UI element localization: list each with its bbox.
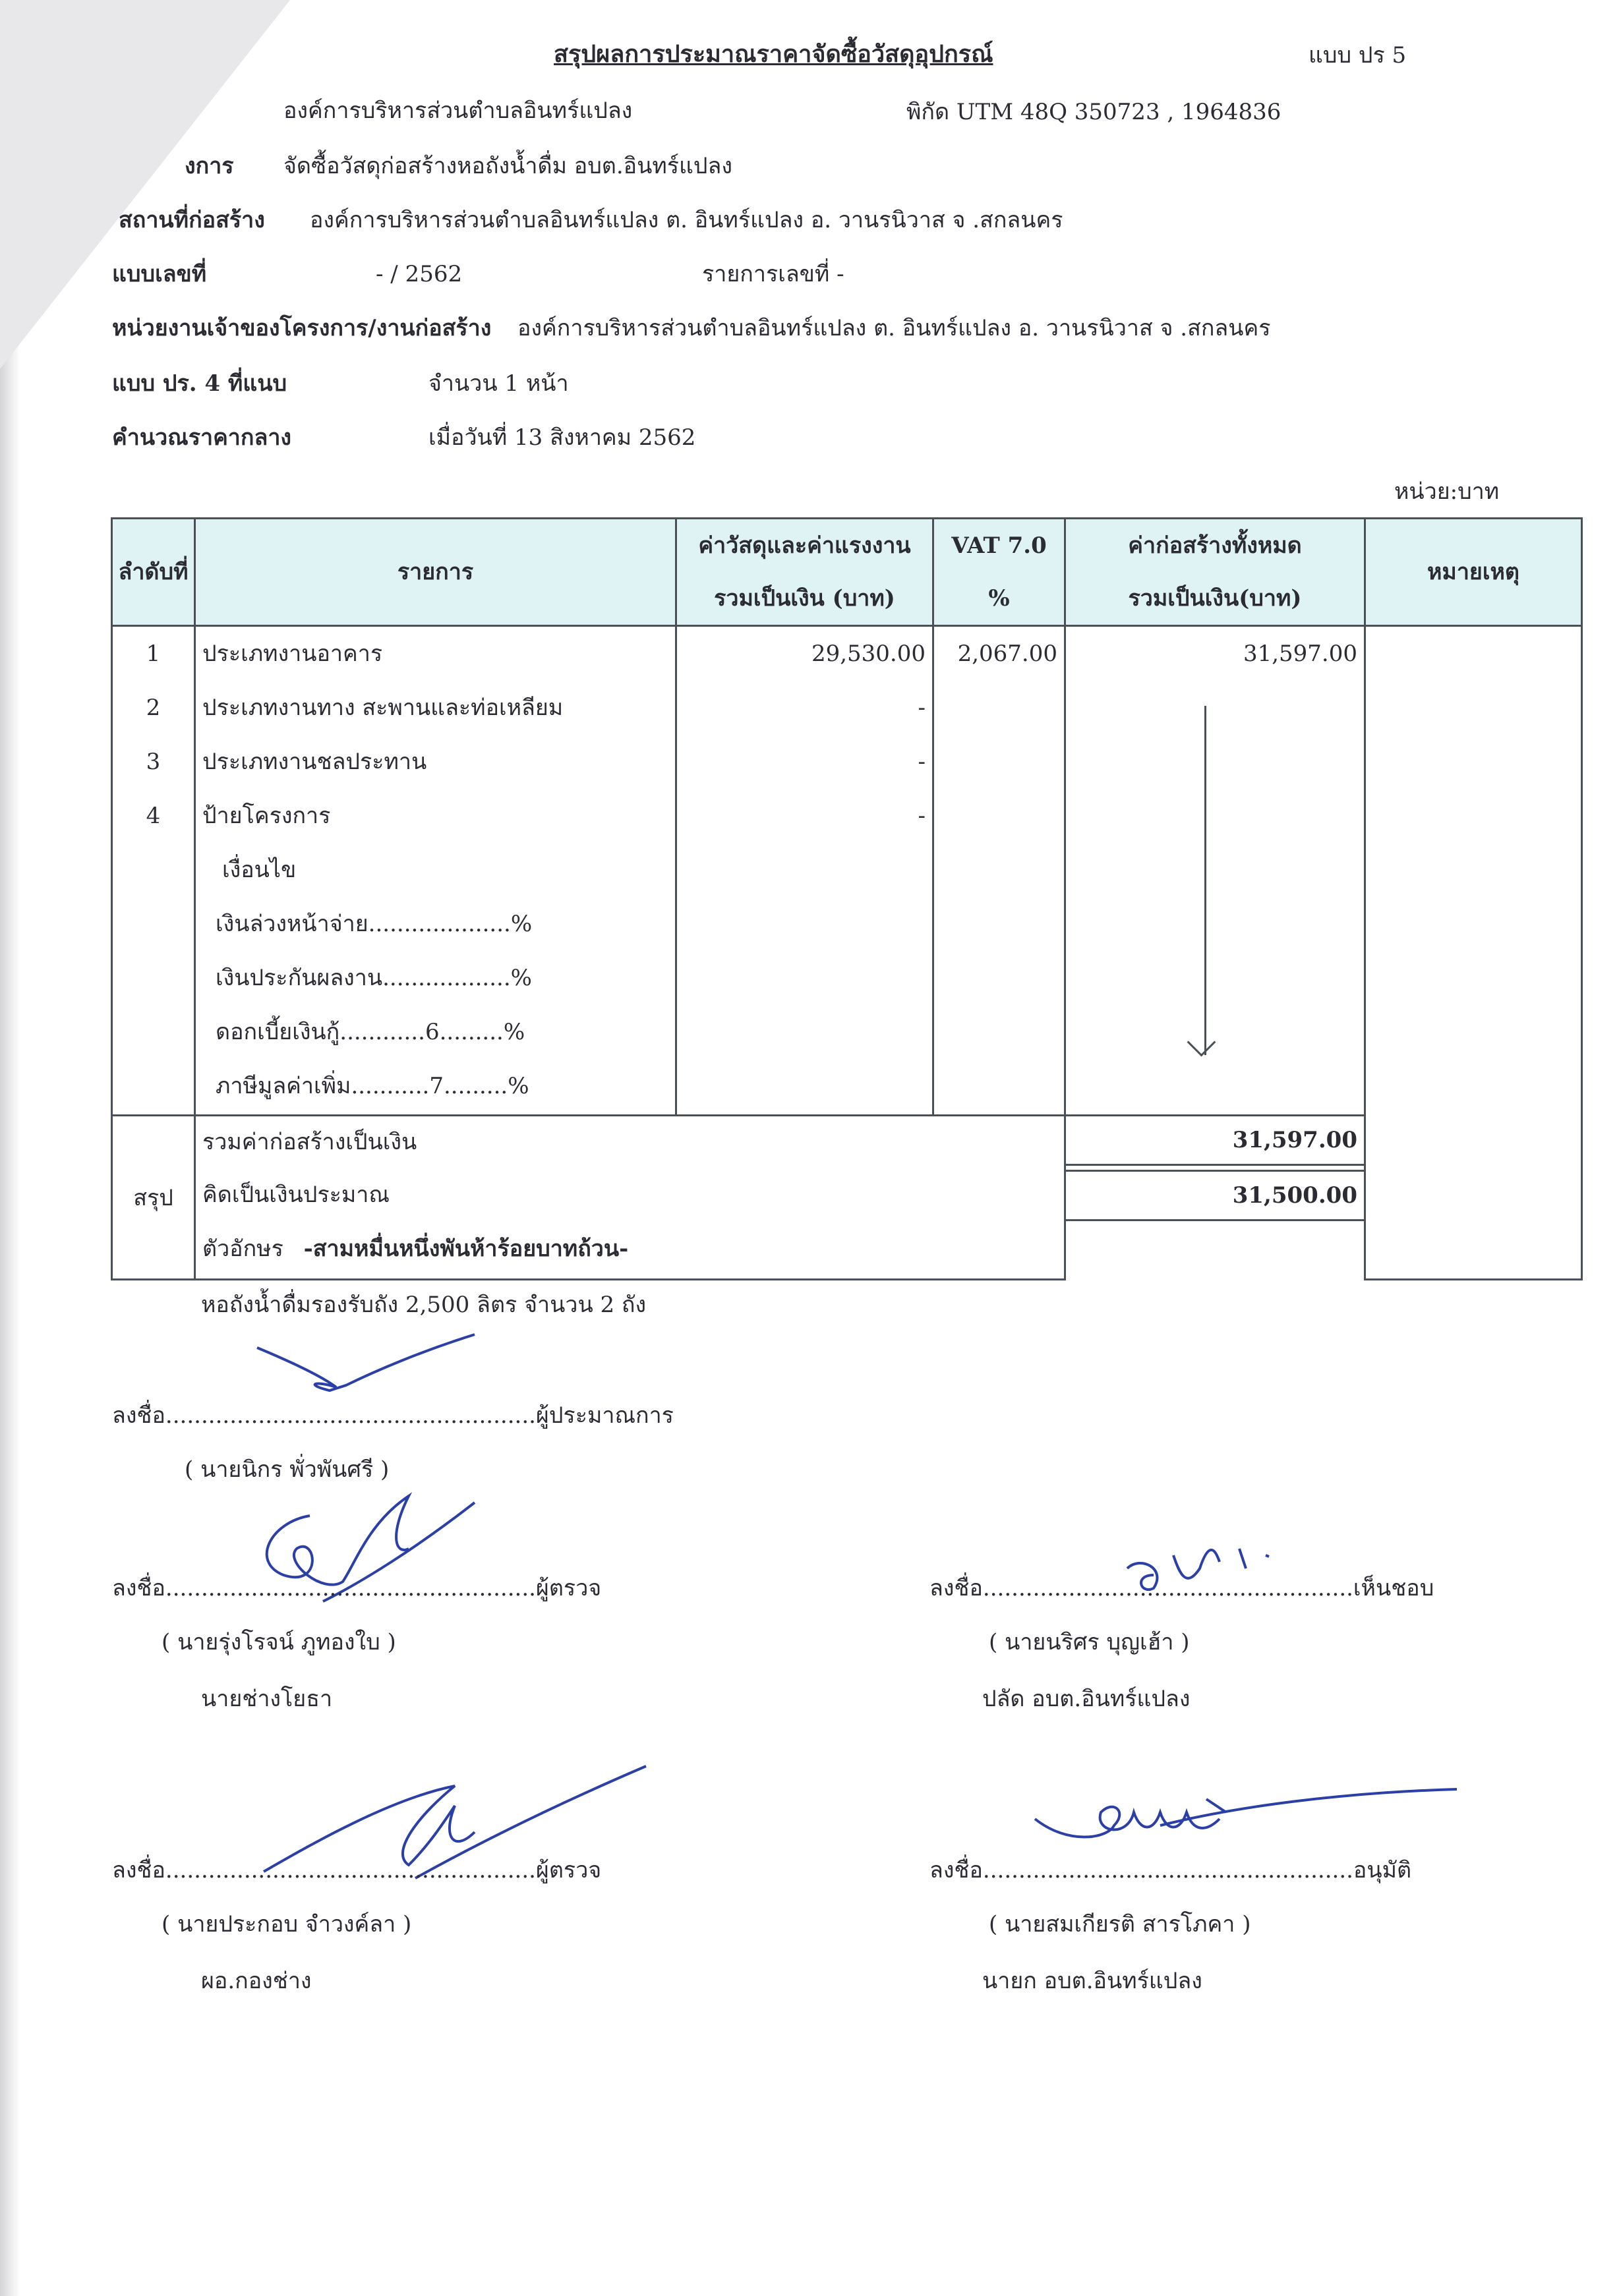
header-remark: หมายเหตุ	[1365, 519, 1582, 626]
header-no: ลำดับที่	[112, 519, 195, 626]
row-material: -	[918, 749, 926, 775]
project-name: จัดซื้อวัสดุก่อสร้างหอถังน้ำดื่ม อบต.อินทร์แปลง	[283, 153, 732, 179]
plan-number: - / 2562	[376, 261, 463, 287]
checker1-title: นายช่างโยธา	[201, 1686, 333, 1712]
row-no: 4	[146, 803, 161, 829]
conditions-title: เงื่อนไข	[222, 857, 297, 883]
table-body-row	[112, 626, 1582, 1116]
column-item	[195, 626, 676, 1116]
owner-label: หน่วยงานเจ้าของโครงการ/งานก่อสร้าง	[112, 315, 492, 341]
column-no	[112, 626, 195, 1116]
row-item: ประเภทงานทาง สะพานและท่อเหลียม	[202, 695, 564, 721]
row-material: -	[918, 695, 926, 721]
estimator-name: ( นายนิกร พั่วพันศรี )	[185, 1456, 390, 1483]
summary-text-line	[202, 1222, 1057, 1276]
approve1-name: ( นายนริศร บุญเฮ้า )	[989, 1629, 1190, 1655]
row-item: ประเภทงานชลประทาน	[202, 749, 427, 775]
unit-label: หน่วย:บาท	[1394, 478, 1500, 505]
document-title: สรุปผลการประมาณราคาจัดซื้อวัสดุอุปกรณ์	[554, 40, 993, 68]
tank-note: หอถังน้ำดื่มรองรับถัง 2,500 ลิตร จำนวน 2 ถัง	[201, 1292, 647, 1318]
checker1-name: ( นายรุ่งโรจน์ ภูทองใบ )	[162, 1629, 396, 1655]
approve2-name: ( นายสมเกียรติ สารโภคา )	[989, 1911, 1251, 1937]
summary-total-label: รวมค่าก่อสร้างเป็นเงิน	[202, 1129, 417, 1155]
site-value: องค์การบริหารส่วนตำบลอินทร์แปลง ต. อินทร์แปลง อ. วานรนิวาส จ .สกลนคร	[310, 207, 1063, 233]
row-material: 29,530.00	[811, 641, 926, 667]
plan-number-label: แบบเลขที่	[112, 261, 207, 287]
checker2-name: ( นายประกอบ จำวงค์ลา )	[162, 1911, 412, 1937]
row-no: 2	[146, 695, 161, 721]
summary-approx-value: 31,500.00	[1066, 1170, 1364, 1221]
checker2-sign-line: ลงชื่อ....................................................ผู้ตรวจ	[112, 1857, 602, 1883]
checker1-sign-line: ลงชื่อ....................................................ผู้ตรวจ	[112, 1575, 602, 1601]
condition-guarantee: เงินประกันผลงาน..................%	[216, 965, 532, 991]
folded-corner	[0, 0, 290, 369]
condition-interest: ดอกเบี้ยเงินกู้............6.........%	[216, 1019, 525, 1045]
condition-advance: เงินล่วงหน้าจ่าย....................%	[216, 911, 533, 937]
row-item: ประเภทงานอาคาร	[202, 641, 383, 667]
checker2-title: ผอ.กองช่าง	[201, 1968, 312, 1994]
header-total	[1065, 519, 1365, 626]
owner-value: องค์การบริหารส่วนตำบลอินทร์แปลง ต. อินทร์แปลง อ. วานรนิวาส จ .สกลนคร	[517, 315, 1271, 341]
header-total-line1: ค่าก่อสร้างทั้งหมด	[1128, 532, 1302, 559]
summary-total-value: 31,597.00	[1066, 1116, 1364, 1166]
form-number: แบบ ปร 5	[1309, 42, 1407, 69]
approve2-title: นายก อบต.อินทร์แปลง	[982, 1968, 1202, 1994]
attachment-label: แบบ ปร. 4 ที่แนบ	[112, 370, 287, 397]
header-material-line1: ค่าวัสดุและค่าแรงงาน	[698, 532, 911, 559]
row-total: 31,597.00	[1243, 641, 1357, 667]
attachment-count: จำนวน 1 หน้า	[428, 370, 569, 397]
summary-label: สรุป	[112, 1116, 195, 1280]
header-total-line2: รวมเป็นเงิน(บาท)	[1128, 585, 1302, 612]
column-total	[1065, 626, 1365, 1116]
item-number: รายการเลขที่ -	[702, 261, 844, 287]
estimate-table	[111, 517, 1583, 1280]
site-label: สถานที่ก่อสร้าง	[119, 207, 265, 233]
header-vat: VAT 7.0 %	[933, 519, 1065, 626]
row-no: 1	[146, 641, 161, 667]
calculation-date: เมื่อวันที่ 13 สิงหาคม 2562	[428, 424, 696, 451]
header-material-line2: รวมเป็นเงิน (บาท)	[714, 585, 895, 612]
header-material	[676, 519, 933, 626]
summary-approx-label: คิดเป็นเงินประมาณ	[202, 1182, 390, 1208]
summary-row	[112, 1116, 1582, 1280]
arrow-head-icon	[1187, 1028, 1216, 1057]
row-vat: 2,067.00	[957, 641, 1057, 667]
row-item: ป้ายโครงการ	[202, 803, 331, 829]
header-item: รายการ	[195, 519, 676, 626]
column-remark	[1365, 626, 1582, 1280]
row-material: -	[918, 803, 926, 829]
summary-values	[1065, 1116, 1365, 1280]
estimator-signature	[237, 1325, 488, 1404]
summary-text-label: ตัวอักษร	[202, 1236, 283, 1262]
approve2-signature	[1028, 1773, 1463, 1858]
approve1-sign-line: ลงชื่อ....................................................เห็นชอบ	[929, 1575, 1434, 1601]
organization-name: องค์การบริหารส่วนตำบลอินทร์แปลง	[283, 98, 633, 124]
approve2-sign-line: ลงชื่อ....................................................อนุมัติ	[929, 1857, 1412, 1883]
project-label: งการ	[185, 153, 234, 179]
table-header-row	[112, 519, 1582, 626]
estimator-sign-line: ลงชื่อ....................................................ผู้ประมาณการ	[112, 1402, 674, 1429]
utm-coordinates: พิกัด UTM 48Q 350723 , 1964836	[906, 99, 1281, 125]
column-vat	[933, 626, 1065, 1116]
summary-labels	[195, 1116, 1065, 1280]
row-no: 3	[146, 749, 161, 775]
calculation-label: คำนวณราคากลาง	[112, 424, 292, 451]
condition-vat: ภาษีมูลค่าเพิ่ม...........7.........%	[216, 1073, 529, 1099]
column-material	[676, 626, 933, 1116]
down-arrow-icon	[1204, 706, 1206, 1055]
summary-text-value: -สามหมื่นหนึ่งพันห้าร้อยบาทถ้วน-	[303, 1236, 629, 1262]
approve1-title: ปลัด อบต.อินทร์แปลง	[982, 1686, 1191, 1712]
